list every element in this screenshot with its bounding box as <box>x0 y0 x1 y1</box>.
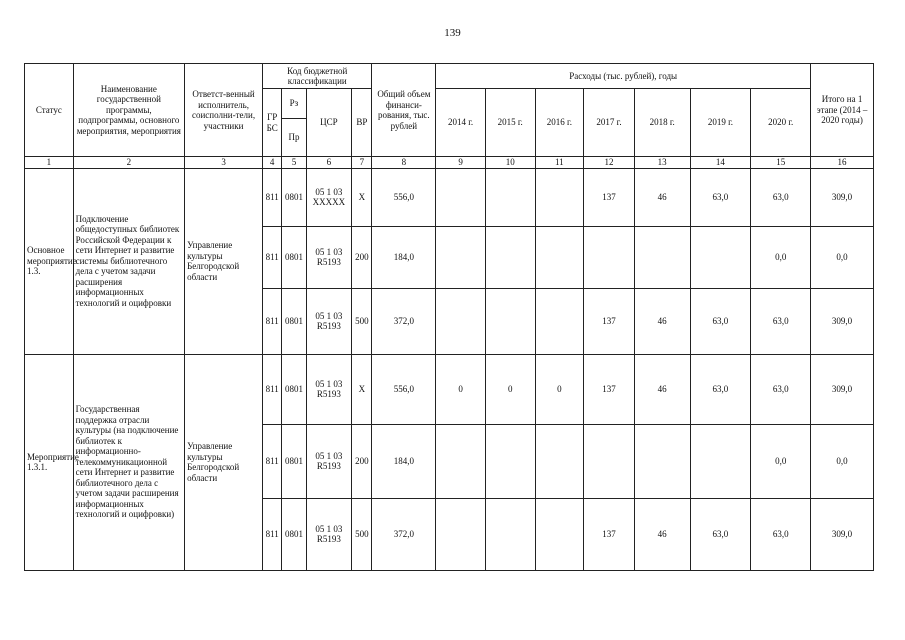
year-2020-cell: 63,0 <box>751 498 811 570</box>
header-year-2019: 2019 г. <box>690 89 751 157</box>
column-number: 16 <box>811 157 874 169</box>
measure-name-cell: Подключение общедоступных библиотек Российской Федерации к сети Интернет и развитие системы библиотечного дела с учетом задачи расширения информационных технологий и оцифровки <box>73 168 184 354</box>
column-number: 2 <box>73 157 184 169</box>
column-number: 13 <box>634 157 690 169</box>
column-number-row <box>25 157 874 169</box>
header-pr: Пр <box>282 119 306 157</box>
year-2017-cell <box>584 226 635 288</box>
year-2014-cell <box>436 226 486 288</box>
budget-table <box>24 63 874 571</box>
column-number: 7 <box>352 157 372 169</box>
total-cell: 556,0 <box>372 168 436 226</box>
year-2016-cell <box>535 226 584 288</box>
year-2019-cell <box>690 226 751 288</box>
rz-pr-cell: 0801 <box>282 498 306 570</box>
header-expenses: Расходы (тыс. рублей), годы <box>436 64 811 89</box>
csr-cell: 05 1 03 R5193 <box>306 354 352 424</box>
stage-total-cell: 0,0 <box>811 424 874 498</box>
year-2020-cell: 0,0 <box>751 424 811 498</box>
column-number: 9 <box>436 157 486 169</box>
vr-cell: 200 <box>352 424 372 498</box>
year-2015-cell <box>485 288 535 354</box>
rz-pr-cell: 0801 <box>282 424 306 498</box>
csr-cell: 05 1 03 R5193 <box>306 226 352 288</box>
vr-cell: X <box>352 168 372 226</box>
header-year-2017: 2017 г. <box>584 89 635 157</box>
stage-total-cell: 309,0 <box>811 498 874 570</box>
header-year-2018: 2018 г. <box>634 89 690 157</box>
year-2017-cell: 137 <box>584 288 635 354</box>
grbs-cell: 811 <box>263 288 282 354</box>
total-cell: 184,0 <box>372 424 436 498</box>
header-year-2014: 2014 г. <box>436 89 486 157</box>
executor-cell: Управление культуры Белгородской области <box>185 354 263 570</box>
year-2018-cell <box>634 424 690 498</box>
status-cell: Основное мероприятие 1.3. <box>25 168 74 354</box>
column-number: 5 <box>282 157 306 169</box>
header-stage-total: Итого на 1 этапе (2014 – 2020 годы) <box>811 64 874 157</box>
rz-pr-cell: 0801 <box>282 288 306 354</box>
grbs-cell: 811 <box>263 354 282 424</box>
year-2016-cell <box>535 168 584 226</box>
grbs-cell: 811 <box>263 226 282 288</box>
header-year-2016: 2016 г. <box>535 89 584 157</box>
year-2015-cell <box>485 498 535 570</box>
column-number: 14 <box>690 157 751 169</box>
header-name: Наименование государственной программы, подпрограммы, основного мероприятия, мероприятия <box>73 64 184 157</box>
csr-cell: 05 1 03 XXXXX <box>306 168 352 226</box>
table-row <box>25 168 874 226</box>
year-2014-cell <box>436 424 486 498</box>
year-2016-cell: 0 <box>535 354 584 424</box>
year-2018-cell <box>634 226 690 288</box>
grbs-cell: 811 <box>263 168 282 226</box>
year-2017-cell: 137 <box>584 498 635 570</box>
stage-total-cell: 0,0 <box>811 226 874 288</box>
total-cell: 372,0 <box>372 498 436 570</box>
year-2017-cell <box>584 424 635 498</box>
year-2018-cell: 46 <box>634 354 690 424</box>
column-number: 3 <box>185 157 263 169</box>
header-rz: Рз <box>282 89 306 119</box>
table-body <box>25 168 874 570</box>
year-2014-cell <box>436 498 486 570</box>
vr-cell: X <box>352 354 372 424</box>
year-2015-cell <box>485 424 535 498</box>
header-year-2015: 2015 г. <box>485 89 535 157</box>
year-2015-cell <box>485 226 535 288</box>
grbs-cell: 811 <box>263 498 282 570</box>
year-2019-cell: 63,0 <box>690 168 751 226</box>
measure-name-cell: Государственная поддержка отрасли культуры (на подключение библиотек к информационно-телекоммуникационной сети Интернет и развитие библиотечного дела с учетом задачи расширения информационных технологий и оцифровки) <box>73 354 184 570</box>
vr-cell: 500 <box>352 288 372 354</box>
csr-cell: 05 1 03 R5193 <box>306 288 352 354</box>
header-grbs: ГР БС <box>263 89 282 157</box>
grbs-cell: 811 <box>263 424 282 498</box>
year-2020-cell: 63,0 <box>751 168 811 226</box>
year-2015-cell <box>485 168 535 226</box>
column-number: 6 <box>306 157 352 169</box>
header-budget-code: Код бюджетной классификации <box>263 64 372 89</box>
status-cell: Мероприятие 1.3.1. <box>25 354 74 570</box>
year-2016-cell <box>535 424 584 498</box>
year-2018-cell: 46 <box>634 168 690 226</box>
header-vr: ВР <box>352 89 372 157</box>
column-number: 10 <box>485 157 535 169</box>
vr-cell: 500 <box>352 498 372 570</box>
header-total-volume: Общий объем финанси-рования, тыс. рублей <box>372 64 436 157</box>
year-2016-cell <box>535 498 584 570</box>
year-2015-cell: 0 <box>485 354 535 424</box>
header-status: Статус <box>25 64 74 157</box>
csr-cell: 05 1 03 R5193 <box>306 498 352 570</box>
column-number: 8 <box>372 157 436 169</box>
total-cell: 184,0 <box>372 226 436 288</box>
total-cell: 556,0 <box>372 354 436 424</box>
year-2020-cell: 0,0 <box>751 226 811 288</box>
total-cell: 372,0 <box>372 288 436 354</box>
table-row <box>25 354 874 424</box>
header-executor: Ответст-венный исполнитель, соисполни-тели, участники <box>185 64 263 157</box>
stage-total-cell: 309,0 <box>811 288 874 354</box>
executor-cell: Управление культуры Белгородской области <box>185 168 263 354</box>
column-number: 4 <box>263 157 282 169</box>
stage-total-cell: 309,0 <box>811 354 874 424</box>
rz-pr-cell: 0801 <box>282 354 306 424</box>
year-2019-cell: 63,0 <box>690 354 751 424</box>
year-2014-cell <box>436 288 486 354</box>
year-2014-cell <box>436 168 486 226</box>
stage-total-cell: 309,0 <box>811 168 874 226</box>
rz-pr-cell: 0801 <box>282 168 306 226</box>
year-2020-cell: 63,0 <box>751 288 811 354</box>
year-2018-cell: 46 <box>634 288 690 354</box>
column-number: 11 <box>535 157 584 169</box>
page-number: 139 <box>444 27 461 39</box>
year-2016-cell <box>535 288 584 354</box>
column-number: 12 <box>584 157 635 169</box>
year-2020-cell: 63,0 <box>751 354 811 424</box>
column-number: 15 <box>751 157 811 169</box>
year-2019-cell: 63,0 <box>690 288 751 354</box>
csr-cell: 05 1 03 R5193 <box>306 424 352 498</box>
vr-cell: 200 <box>352 226 372 288</box>
year-2019-cell <box>690 424 751 498</box>
year-2017-cell: 137 <box>584 354 635 424</box>
rz-pr-cell: 0801 <box>282 226 306 288</box>
column-number: 1 <box>25 157 74 169</box>
year-2017-cell: 137 <box>584 168 635 226</box>
year-2014-cell: 0 <box>436 354 486 424</box>
year-2019-cell: 63,0 <box>690 498 751 570</box>
header-csr: ЦСР <box>306 89 352 157</box>
year-2018-cell: 46 <box>634 498 690 570</box>
header-year-2020: 2020 г. <box>751 89 811 157</box>
